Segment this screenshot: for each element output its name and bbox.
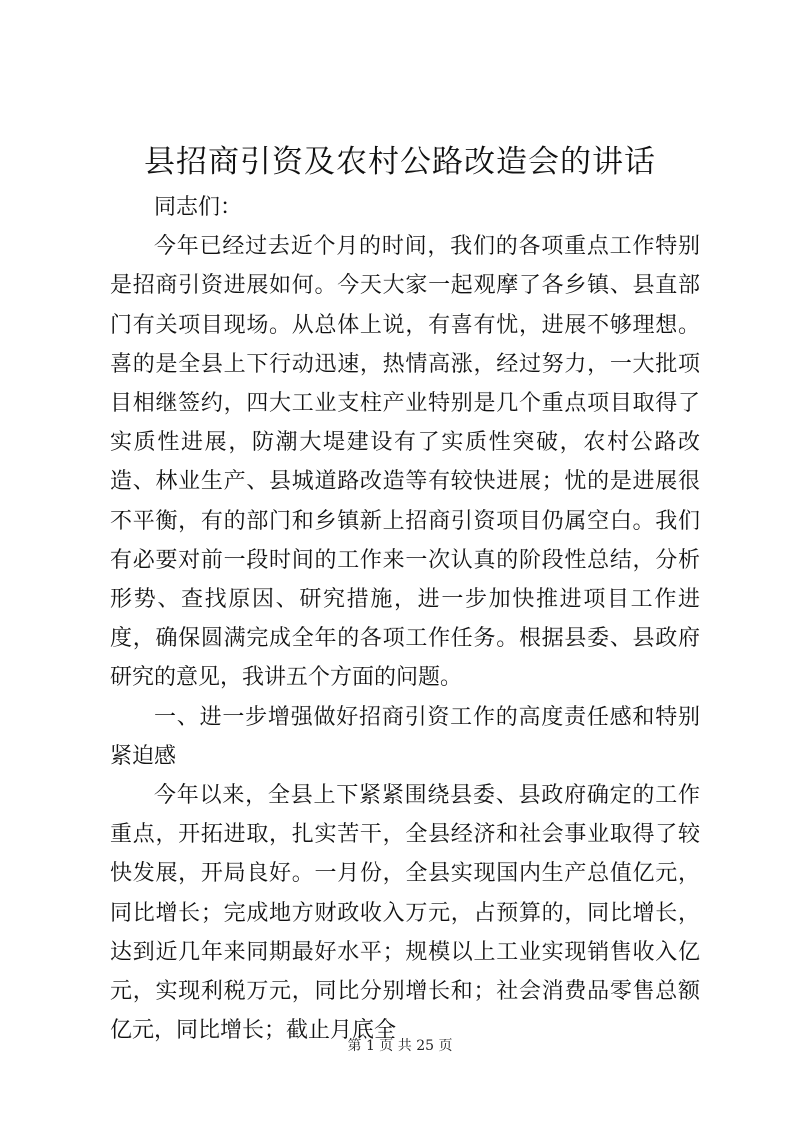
intro-paragraph: 今年已经过去近个月的时间，我们的各项重点工作特别是招商引资进展如何。今天大家一起观摩了各乡镇、县直部门有关项目现场。从总体上说，有喜有忧，进展不够理想。喜的是全县上下行动迅速，热情高涨，经过努力，一大批项目相继签约，四大工业支柱产业特别是几个重点项目取得了实质性进展，防潮大堤建设有了实质性突破，农村公路改造、林业生产、县城道路改造等有较快进展；忧的是进展很不平衡，有的部门和乡镇新上招商引资项目仍属空白。我们有必要对前一段时间的工作来一次认真的阶段性总结，分析形势、查找原因、研究措施，进一步加快推进项目工作进度，确保圆满完成全年的各项工作任务。根据县委、县政府研究的意见，我讲五个方面的问题。 xyxy=(110,234,700,691)
body-paragraph: 今年以来，全县上下紧紧围绕县委、县政府确定的工作重点，开拓进取，扎实苦干，全县经济和社会事业取得了较快发展，开局良好。一月份，全县实现国内生产总值亿元，同比增长；完成地方财政收入万元，占预算的，同比增长，达到近几年来同期最好水平；规模以上工业实现销售收入亿元，实现利税万元，同比分别增长和；社会消费品零售总额亿元，同比增长；截止月底全 xyxy=(110,783,700,1044)
salutation-paragraph: 同志们： xyxy=(154,195,243,220)
section-heading-1: 一、进一步增强做好招商引资工作的高度责任感和特别紧迫感 xyxy=(110,704,700,769)
document-title: 县招商引资及农村公路改造会的讲话 xyxy=(144,144,656,180)
document-body xyxy=(110,188,700,1050)
page-footer: 第 1 页 共 25 页 xyxy=(347,1038,453,1054)
